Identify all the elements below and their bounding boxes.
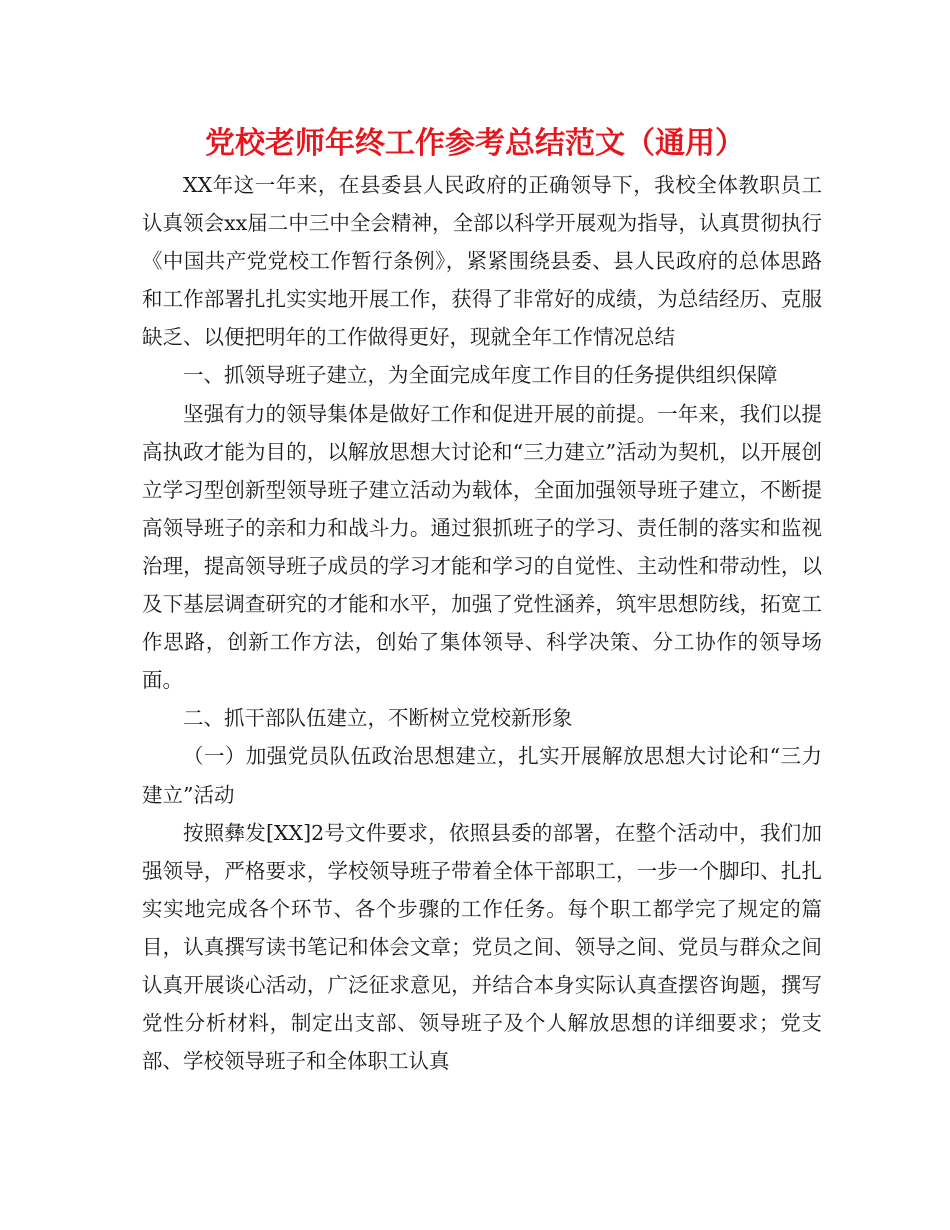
paragraph-leadership: 坚强有力的领导集体是做好工作和促进开展的前提。一年来，我们以提高执政才能为目的，以解放思想大讨论和“三力建立”活动为契机，以开展创立学习型创新型领导班子建立活动为载体，全面加强领导班子建立，不断提高领导班子的亲和力和战斗力。通过狠抓班子的学习、责任制的落实和监视治理，提高领导班子成员的学习才能和学习的自觉性、主动性和带动性，以及下基层调查研究的才能和水平，加强了党性涵养，筑牢思想防线，拓宽工作思路，创新工作方法，创始了集体领导、科学决策、分工协作的领导场面。 bbox=[142, 401, 822, 693]
section-heading-2: 二、抓干部队伍建立，不断树立党校新形象 bbox=[183, 706, 573, 731]
subsection-heading-1: （一）加强党员队伍政治思想建立，扎实开展解放思想大讨论和“三力建立”活动 bbox=[142, 744, 822, 807]
document-body bbox=[142, 166, 822, 1080]
section-heading-1: 一、抓领导班子建立，为全面完成年度工作目的任务提供组织保障 bbox=[183, 363, 778, 388]
paragraph-intro: XX年这一年来，在县委县人民政府的正确领导下，我校全体教职员工认真领会xx届二中三中全会精神，全部以科学开展观为指导，认真贯彻执行《中国共产党党校工作暂行条例》，紧紧围绕县委、县人民政府的总体思路和工作部署扎扎实实地开展工作，获得了非常好的成绩，为总结经历、克服缺乏、以便把明年的工作做得更好，现就全年工作情况总结 bbox=[142, 173, 822, 350]
paragraph-campaign: 按照彝发[XX]2号文件要求，依照县委的部署，在整个活动中，我们加强领导，严格要求，学校领导班子带着全体干部职工，一步一个脚印、扎扎实实地完成各个环节、各个步骤的工作任务。每个职工都学完了规定的篇目，认真撰写读书笔记和体会文章；党员之间、领导之间、党员与群众之间认真开展谈心活动，广泛征求意见，并结合本身实际认真查摆咨询题，撰写党性分析材料，制定出支部、领导班子及个人解放思想的详细要求；党支部、学校领导班子和全体职工认真 bbox=[142, 820, 822, 1074]
document-title: 党校老师年终工作参考总结范文（通用） bbox=[205, 126, 745, 161]
